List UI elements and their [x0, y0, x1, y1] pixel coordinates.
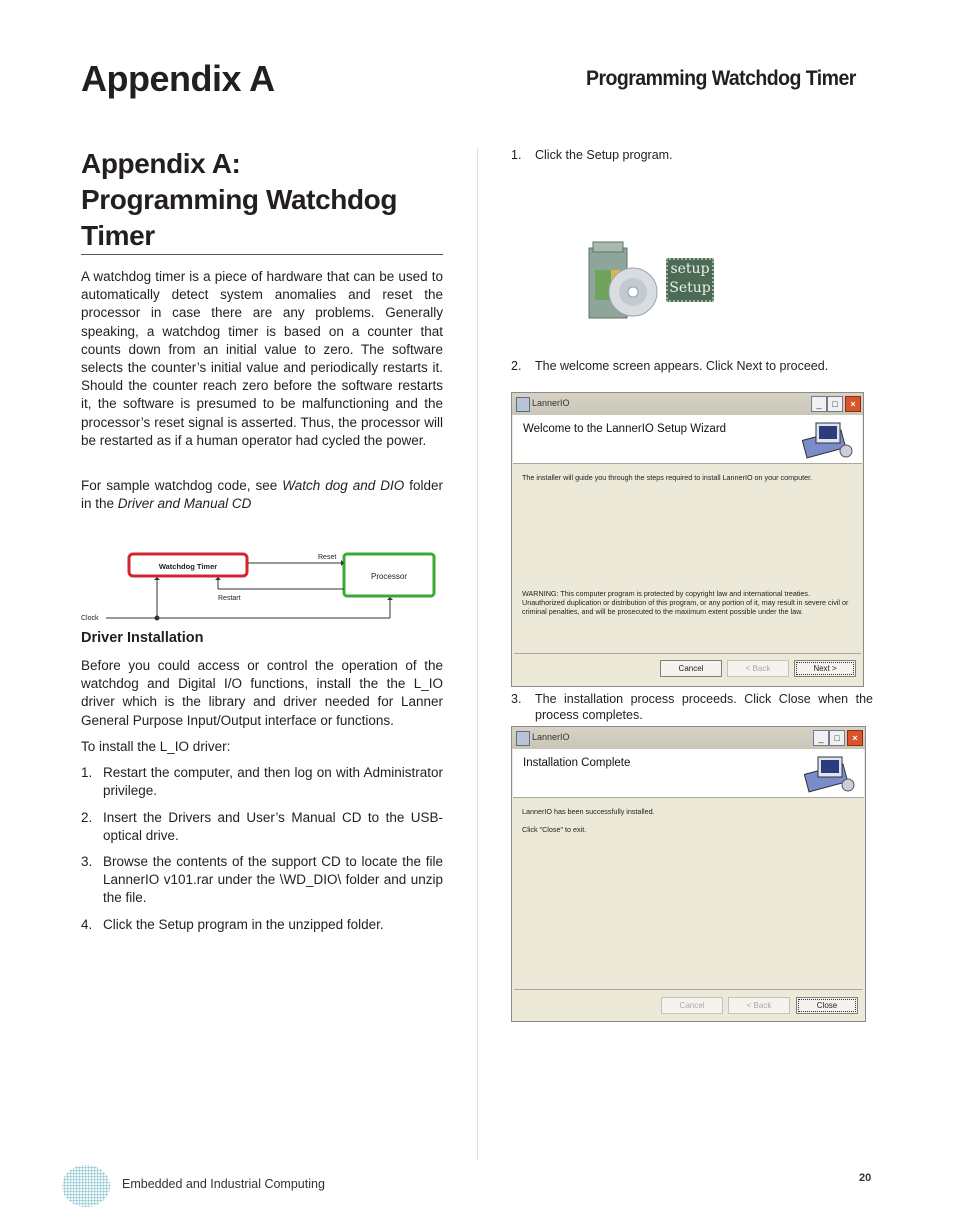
footer-separator [514, 989, 863, 990]
driver-lead: To install the L_IO driver: [81, 739, 231, 754]
sample-code-paragraph [81, 477, 443, 513]
cancel-button[interactable]: Cancel [661, 997, 723, 1014]
section-title-line: Timer [81, 220, 155, 251]
sample-cd: Driver and Manual CD [117, 496, 252, 512]
close-window-button[interactable]: × [847, 730, 863, 746]
close-button[interactable]: Close [796, 997, 858, 1014]
section-title-line: Appendix A: [81, 148, 241, 179]
clock-label: Clock [81, 615, 99, 622]
title-bar[interactable]: LannerIO _ □ × [512, 393, 863, 415]
dialog-header: Welcome to the LannerIO Setup Wizard [513, 415, 862, 464]
footer-separator [514, 653, 861, 654]
page-number: 20 [859, 1172, 872, 1184]
maximize-button[interactable]: □ [829, 730, 845, 746]
minimize-button[interactable]: _ [811, 396, 827, 412]
section-title [81, 146, 443, 254]
driver-intro: Before you could access or control the operation of the watchdog and Digital I/O functions, install the the L_IO driver which is the library and driver needed for Lanner General Purpose Input/Output interface or functions. [81, 658, 443, 728]
title-bar[interactable]: LannerIO _ □ × [512, 727, 865, 749]
dialog-header: Installation Complete [513, 749, 864, 798]
app-icon [516, 397, 530, 412]
dialog-body-text: The installer will guide you through the steps required to install LannerIO on your computer. [522, 473, 813, 482]
setup-program-icon[interactable] [583, 240, 713, 324]
setup-label-icon: setup Setup [666, 258, 714, 302]
company-logo-icon [60, 1163, 112, 1209]
intro-paragraph: A watchdog timer is a piece of hardware that can be used to automatically detect system anomalies and reset the processor in case there are any problems. Generally speaking, a watchdog timer is based on a counter that counts down from an initial value to zero. The software selects the counter’s initial value and periodically restarts it. Should the counter reach zero before the software restarts it, the software is presumed to be malfunctioning and the processor’s reset signal is asserted. Thus, the processor will be restarted as if a human operator had cycled the power. [81, 269, 443, 448]
restart-label: Restart [218, 595, 241, 602]
completion-dialog [511, 726, 866, 1022]
computer-icon [804, 755, 856, 793]
app-icon [516, 731, 530, 746]
back-button[interactable]: < Back [727, 660, 789, 677]
next-button[interactable]: Next > [794, 660, 856, 677]
page-subtitle: Programming Watchdog Timer [586, 67, 856, 90]
copyright-warning: WARNING: This computer program is protected by copyright law and international treaties. Unauthorized duplication or distribution of this program, or any portion of it, may result in severe civil or criminal penalties, and will be prosecuted to the maximum extent possible under the law. [522, 589, 849, 616]
installer-box-icon [583, 240, 663, 322]
maximize-button[interactable]: □ [827, 396, 843, 412]
watchdog-diagram [78, 548, 440, 624]
welcome-dialog [511, 392, 864, 687]
sample-text: folder in the [81, 478, 443, 512]
close-window-button[interactable]: × [845, 396, 861, 412]
dialog-body-text: LannerIO has been successfully installed. [522, 807, 655, 816]
back-button[interactable]: < Back [728, 997, 790, 1014]
computer-icon [802, 421, 854, 459]
page-title: Appendix A [81, 58, 275, 99]
sample-text: For sample watchdog code, see [81, 478, 283, 493]
dialog-body-text: Click "Close" to exit. [522, 825, 587, 834]
watchdog-label: Watchdog Timer [158, 562, 218, 571]
section-rule [81, 254, 443, 255]
reset-label: Reset [318, 554, 337, 561]
minimize-button[interactable]: _ [813, 730, 829, 746]
cancel-button[interactable]: Cancel [660, 660, 722, 677]
driver-installation-heading: Driver Installation [81, 630, 204, 646]
section-title-line: Programming Watchdog [81, 184, 398, 215]
footer-text: Embedded and Industrial Computing [122, 1177, 325, 1191]
sample-folder: Watch dog and DIO [282, 478, 405, 493]
column-divider [477, 148, 478, 1160]
processor-label: Processor [370, 572, 408, 581]
